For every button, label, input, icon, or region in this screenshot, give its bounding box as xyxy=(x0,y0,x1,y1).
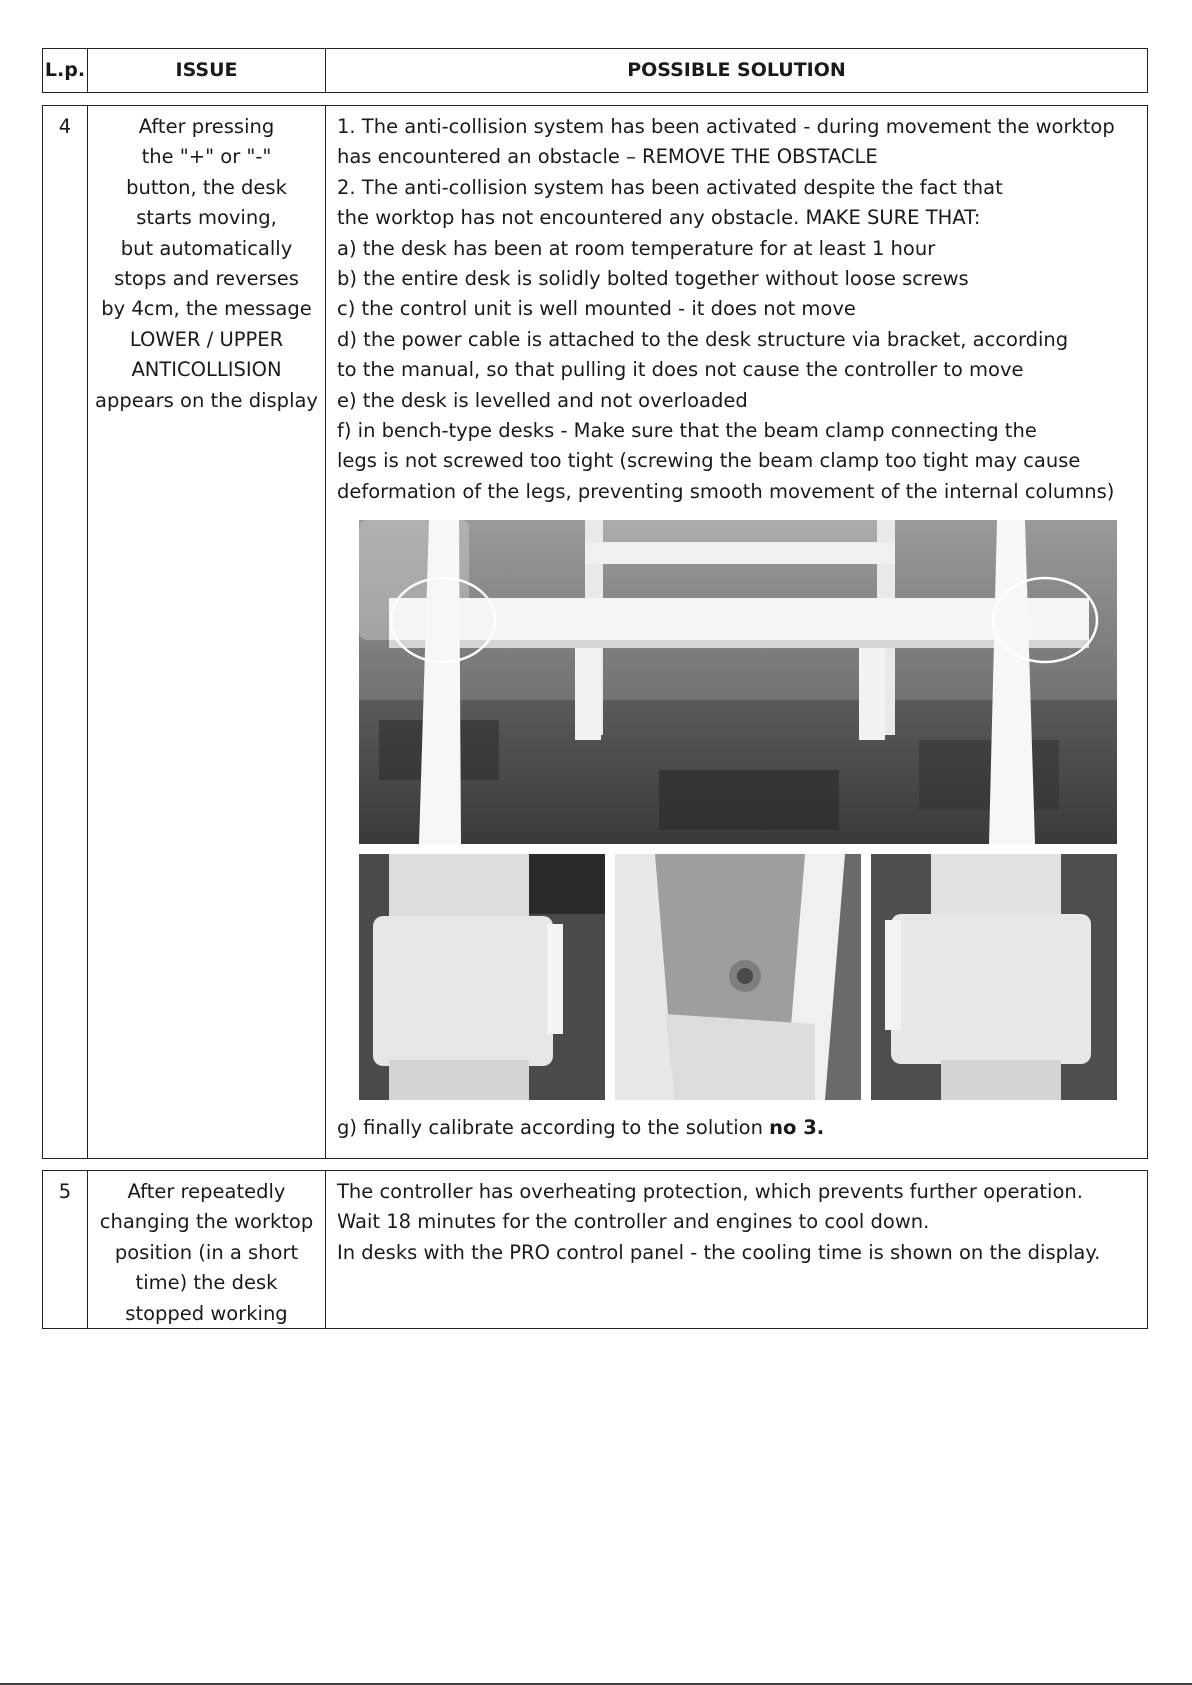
issue-line: ANTICOLLISION xyxy=(131,358,282,382)
solution-line: legs is not screwed too tight (screwing the beam clamp too tight may cause xyxy=(337,449,1081,473)
final-step-prefix: g) finally calibrate according to the solution xyxy=(337,1116,770,1139)
beam-clamp-side-photo xyxy=(871,854,1117,1100)
solution-text xyxy=(326,1171,1147,1268)
solution-line: to the manual, so that pulling it does not cause the controller to move xyxy=(337,358,1024,382)
header-issue: ISSUE xyxy=(88,49,326,92)
solution-cell xyxy=(326,1171,1147,1328)
header-lp: L.p. xyxy=(43,49,88,92)
final-step-bold: no 3. xyxy=(769,1116,825,1139)
issue-line: appears on the display xyxy=(95,388,318,412)
solution-line: b) the entire desk is solidly bolted together without loose screws xyxy=(337,267,969,291)
issue-line: but automatically xyxy=(120,236,293,260)
issue-line: After pressing xyxy=(138,115,275,138)
solution-line: d) the power cable is attached to the desk structure via bracket, according xyxy=(337,327,1069,351)
bench-desk-photo xyxy=(359,520,1117,844)
solution-line: Wait 18 minutes for the controller and engines to cool down. xyxy=(337,1210,930,1234)
solution-cell xyxy=(326,106,1147,1158)
solution-line: The controller has overheating protection, which prevents further operation. xyxy=(337,1180,1083,1203)
final-step-text xyxy=(337,1116,824,1139)
beam-clamp-detail-photo xyxy=(359,854,605,1100)
table-header xyxy=(42,48,1148,93)
issue-line: time) the desk xyxy=(135,1271,278,1295)
solution-line: 1. The anti-collision system has been activated - during movement the worktop xyxy=(337,115,1115,138)
row-number: 4 xyxy=(43,106,88,1158)
solution-line: f) in bench-type desks - Make sure that the beam clamp connecting the xyxy=(337,419,1037,443)
issue-line: by 4cm, the message xyxy=(101,297,312,321)
issue-line: starts moving, xyxy=(136,206,277,230)
solution-line: 2. The anti-collision system has been activated despite the fact that xyxy=(337,175,1003,199)
table-row-4 xyxy=(42,105,1148,1159)
solution-line: c) the control unit is well mounted - it does not move xyxy=(337,297,856,321)
issue-text xyxy=(88,106,326,1158)
solution-line: the worktop has not encountered any obstacle. MAKE SURE THAT: xyxy=(337,206,981,230)
solution-line: a) the desk has been at room temperature for at least 1 hour xyxy=(337,236,936,260)
row-number: 5 xyxy=(43,1171,88,1328)
issue-text xyxy=(88,1171,326,1328)
solution-line: deformation of the legs, preventing smooth movement of the internal columns) xyxy=(337,479,1115,503)
issue-line: button, the desk xyxy=(126,175,287,199)
issue-line: After repeatedly xyxy=(127,1180,286,1203)
solution-line: e) the desk is levelled and not overloaded xyxy=(337,388,748,412)
issue-line: LOWER / UPPER xyxy=(129,327,284,351)
issue-line: position (in a short xyxy=(114,1240,299,1264)
issue-line: changing the worktop xyxy=(99,1210,314,1234)
issue-line: stops and reverses xyxy=(114,267,299,291)
clamp-interior-photo xyxy=(615,854,861,1100)
solution-line: In desks with the PRO control panel - the cooling time is shown on the display. xyxy=(337,1240,1101,1264)
header-solution: POSSIBLE SOLUTION xyxy=(627,59,846,81)
solution-text xyxy=(326,106,1147,507)
issue-line: the "+" or "-" xyxy=(141,145,272,169)
issue-line: stopped working xyxy=(125,1301,288,1325)
table-row-5 xyxy=(42,1170,1148,1329)
solution-line: has encountered an obstacle – REMOVE THE OBSTACLE xyxy=(337,145,878,169)
